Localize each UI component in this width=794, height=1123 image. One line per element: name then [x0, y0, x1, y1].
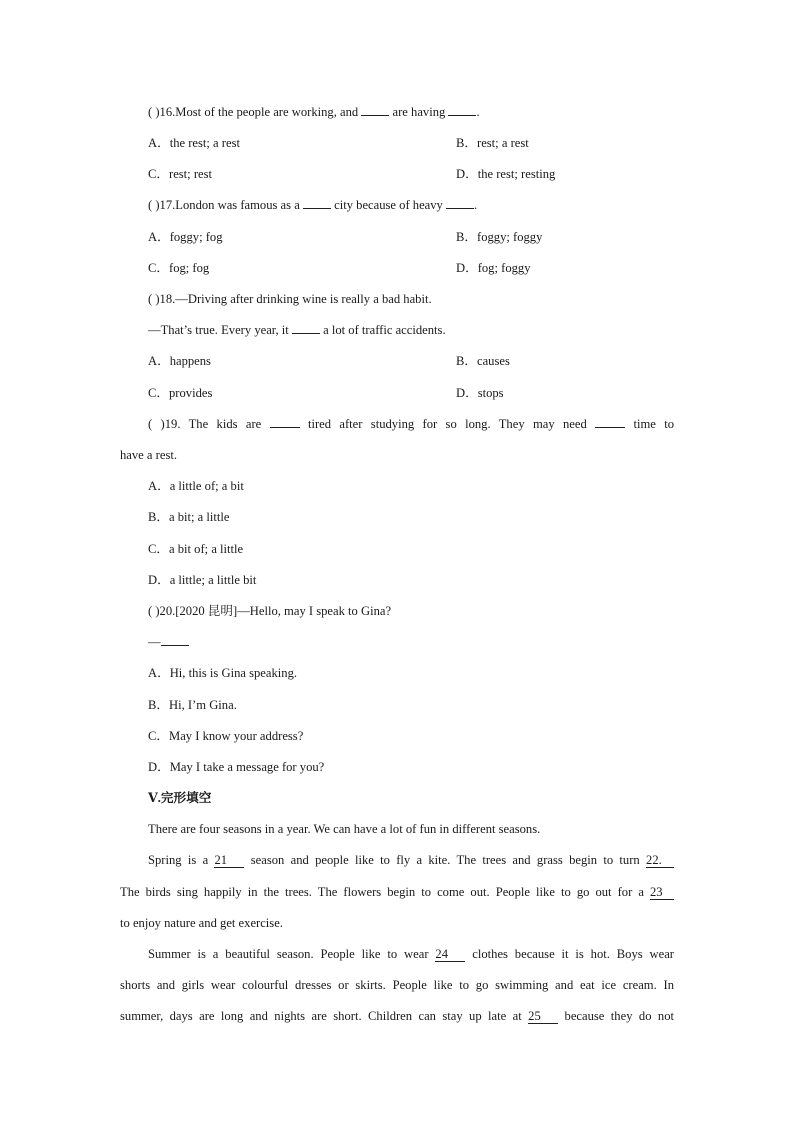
q20-option-c: C．May I know your address?	[148, 729, 304, 743]
q18-option-b: B．causes	[456, 354, 510, 368]
question-20-reply: —	[148, 634, 189, 650]
blank-24: 24	[435, 948, 465, 962]
blank-23: 23	[650, 886, 674, 900]
q17-option-d: D．fog; foggy	[456, 261, 531, 275]
q20-option-b: B．Hi, I’m Gina.	[148, 698, 237, 712]
passage-paragraph-2-line-2: The birds sing happily in the trees. The flowers begin to come out. People like to go out for a 23	[120, 884, 674, 900]
q19-option-c: C．a bit of; a little	[148, 542, 244, 556]
q19-option-a: A．a little of; a bit	[148, 479, 244, 493]
q18-option-d: D．stops	[456, 386, 504, 400]
section-heading: Ⅴ.完形填空	[148, 791, 212, 805]
q16-option-a: A．the rest; a rest	[148, 136, 240, 150]
q17-option-b: B．foggy; foggy	[456, 230, 543, 244]
question-17-stem: ( )17.London was famous as a city because of heavy .	[148, 198, 478, 212]
passage-paragraph-2-line-3: to enjoy nature and get exercise.	[120, 916, 283, 930]
answer-blank	[361, 104, 389, 116]
blank-21: 21	[214, 854, 244, 868]
passage-paragraph-3-line-2: shorts and girls wear colourful dresses or skirts. People like to go swimming and eat ice cream. In	[120, 978, 674, 992]
q16-option-c: C．rest; rest	[148, 167, 213, 181]
q20-option-a: A．Hi, this is Gina speaking.	[148, 666, 298, 680]
answer-blank	[270, 416, 300, 428]
answer-blank	[303, 197, 331, 209]
q17-option-c: C．fog; fog	[148, 261, 210, 275]
q16-option-d: D．the rest; resting	[456, 167, 556, 181]
q18-option-a: A．happens	[148, 354, 211, 368]
passage-paragraph-1: There are four seasons in a year. We can have a lot of fun in different seasons.	[148, 822, 541, 836]
answer-blank	[595, 416, 625, 428]
answer-blank	[161, 634, 189, 646]
question-19-stem: ( )19. The kids are tired after studying for so long. They may need time to	[148, 417, 675, 431]
answer-blank	[448, 104, 476, 116]
question-18-reply: —That’s true. Every year, it a lot of traffic accidents.	[148, 323, 446, 337]
blank-25: 25	[528, 1010, 558, 1024]
answer-blank	[446, 197, 474, 209]
passage-paragraph-3-line-1: Summer is a beautiful season. People like to wear 24 clothes because it is hot. Boys wear	[148, 947, 674, 961]
passage-paragraph-3-line-3: summer, days are long and nights are short. Children can stay up late at 25 because they do not	[120, 1009, 674, 1023]
question-20-stem: ( )20.[2020 昆明]—Hello, may I speak to Gina?	[148, 604, 392, 618]
q19-option-b: B．a bit; a little	[148, 510, 230, 524]
q17-option-a: A．foggy; fog	[148, 230, 223, 244]
q18-option-c: C．provides	[148, 386, 213, 400]
q19-option-d: D．a little; a little bit	[148, 573, 257, 587]
blank-22: 22.	[646, 854, 674, 868]
question-16-stem: ( )16.Most of the people are working, and are having .	[148, 105, 480, 119]
q20-option-d: D．May I take a message for you?	[148, 760, 325, 774]
passage-paragraph-2-line-1: Spring is a 21 season and people like to fly a kite. The trees and grass begin to turn 22.	[148, 852, 674, 868]
answer-blank	[292, 322, 320, 334]
q16-option-b: B．rest; a rest	[456, 136, 529, 150]
question-19-continuation: have a rest.	[120, 448, 177, 462]
question-18-stem: ( )18.—Driving after drinking wine is really a bad habit.	[148, 292, 432, 306]
